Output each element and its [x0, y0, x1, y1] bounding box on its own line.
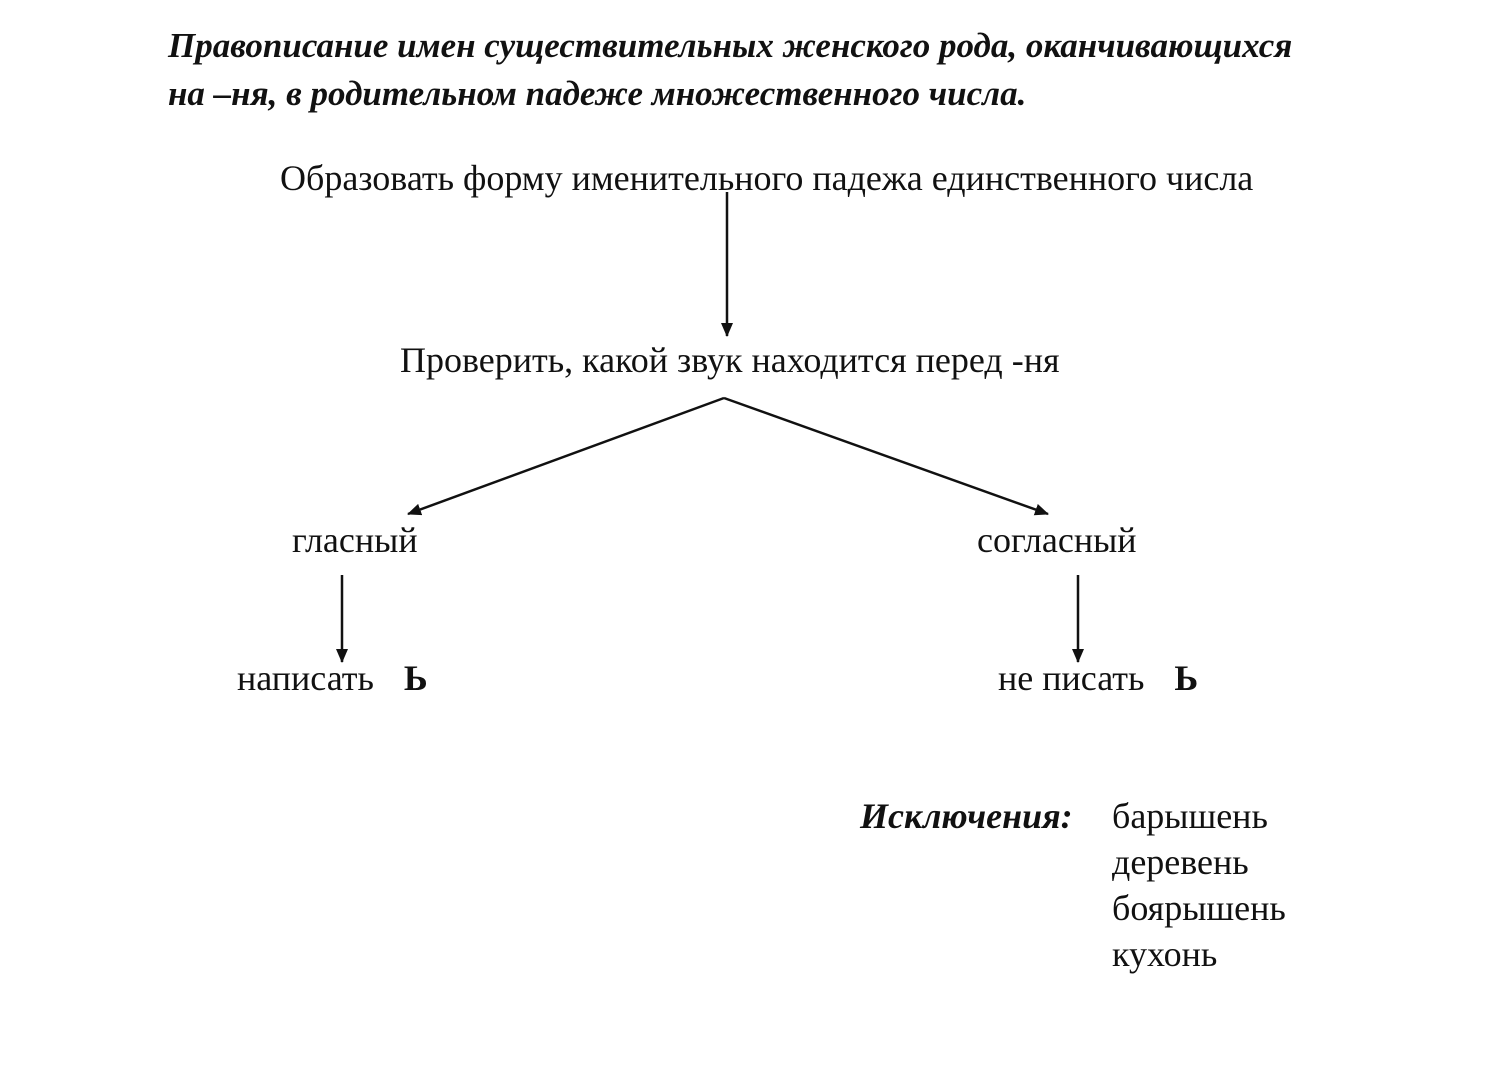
arrow-step2-to-consonant [724, 398, 1048, 514]
exception-word: кухонь [1112, 934, 1218, 974]
exceptions-list [1112, 793, 1286, 977]
exceptions-block [860, 793, 1286, 977]
title-line-1: Правописание имен существительных женского рода, оканчивающихся [168, 26, 1293, 65]
step-form-nominative: Образовать форму именительного падежа единственного числа [280, 158, 1254, 198]
branch-vowel: гласный [292, 520, 418, 560]
arrow-step2-to-vowel [408, 398, 724, 514]
exception-word: барышень [1112, 796, 1268, 836]
result-write-label: написать [237, 658, 374, 698]
result-no-soft-sign [998, 658, 1198, 698]
exception-word: деревень [1112, 842, 1249, 882]
step-check-sound: Проверить, какой звук находится перед -ня [400, 340, 1060, 380]
result-nowrite-label: не писать [998, 658, 1145, 698]
soft-sign-letter: Ь [1174, 658, 1199, 698]
exceptions-label: Исключения: [860, 796, 1073, 836]
soft-sign-letter: Ь [403, 658, 428, 698]
title-line-2: на –ня, в родительном падеже множественного числа. [168, 74, 1027, 113]
result-write-soft-sign [237, 658, 428, 698]
branch-consonant: согласный [977, 520, 1137, 560]
exception-word: боярышень [1112, 888, 1286, 928]
